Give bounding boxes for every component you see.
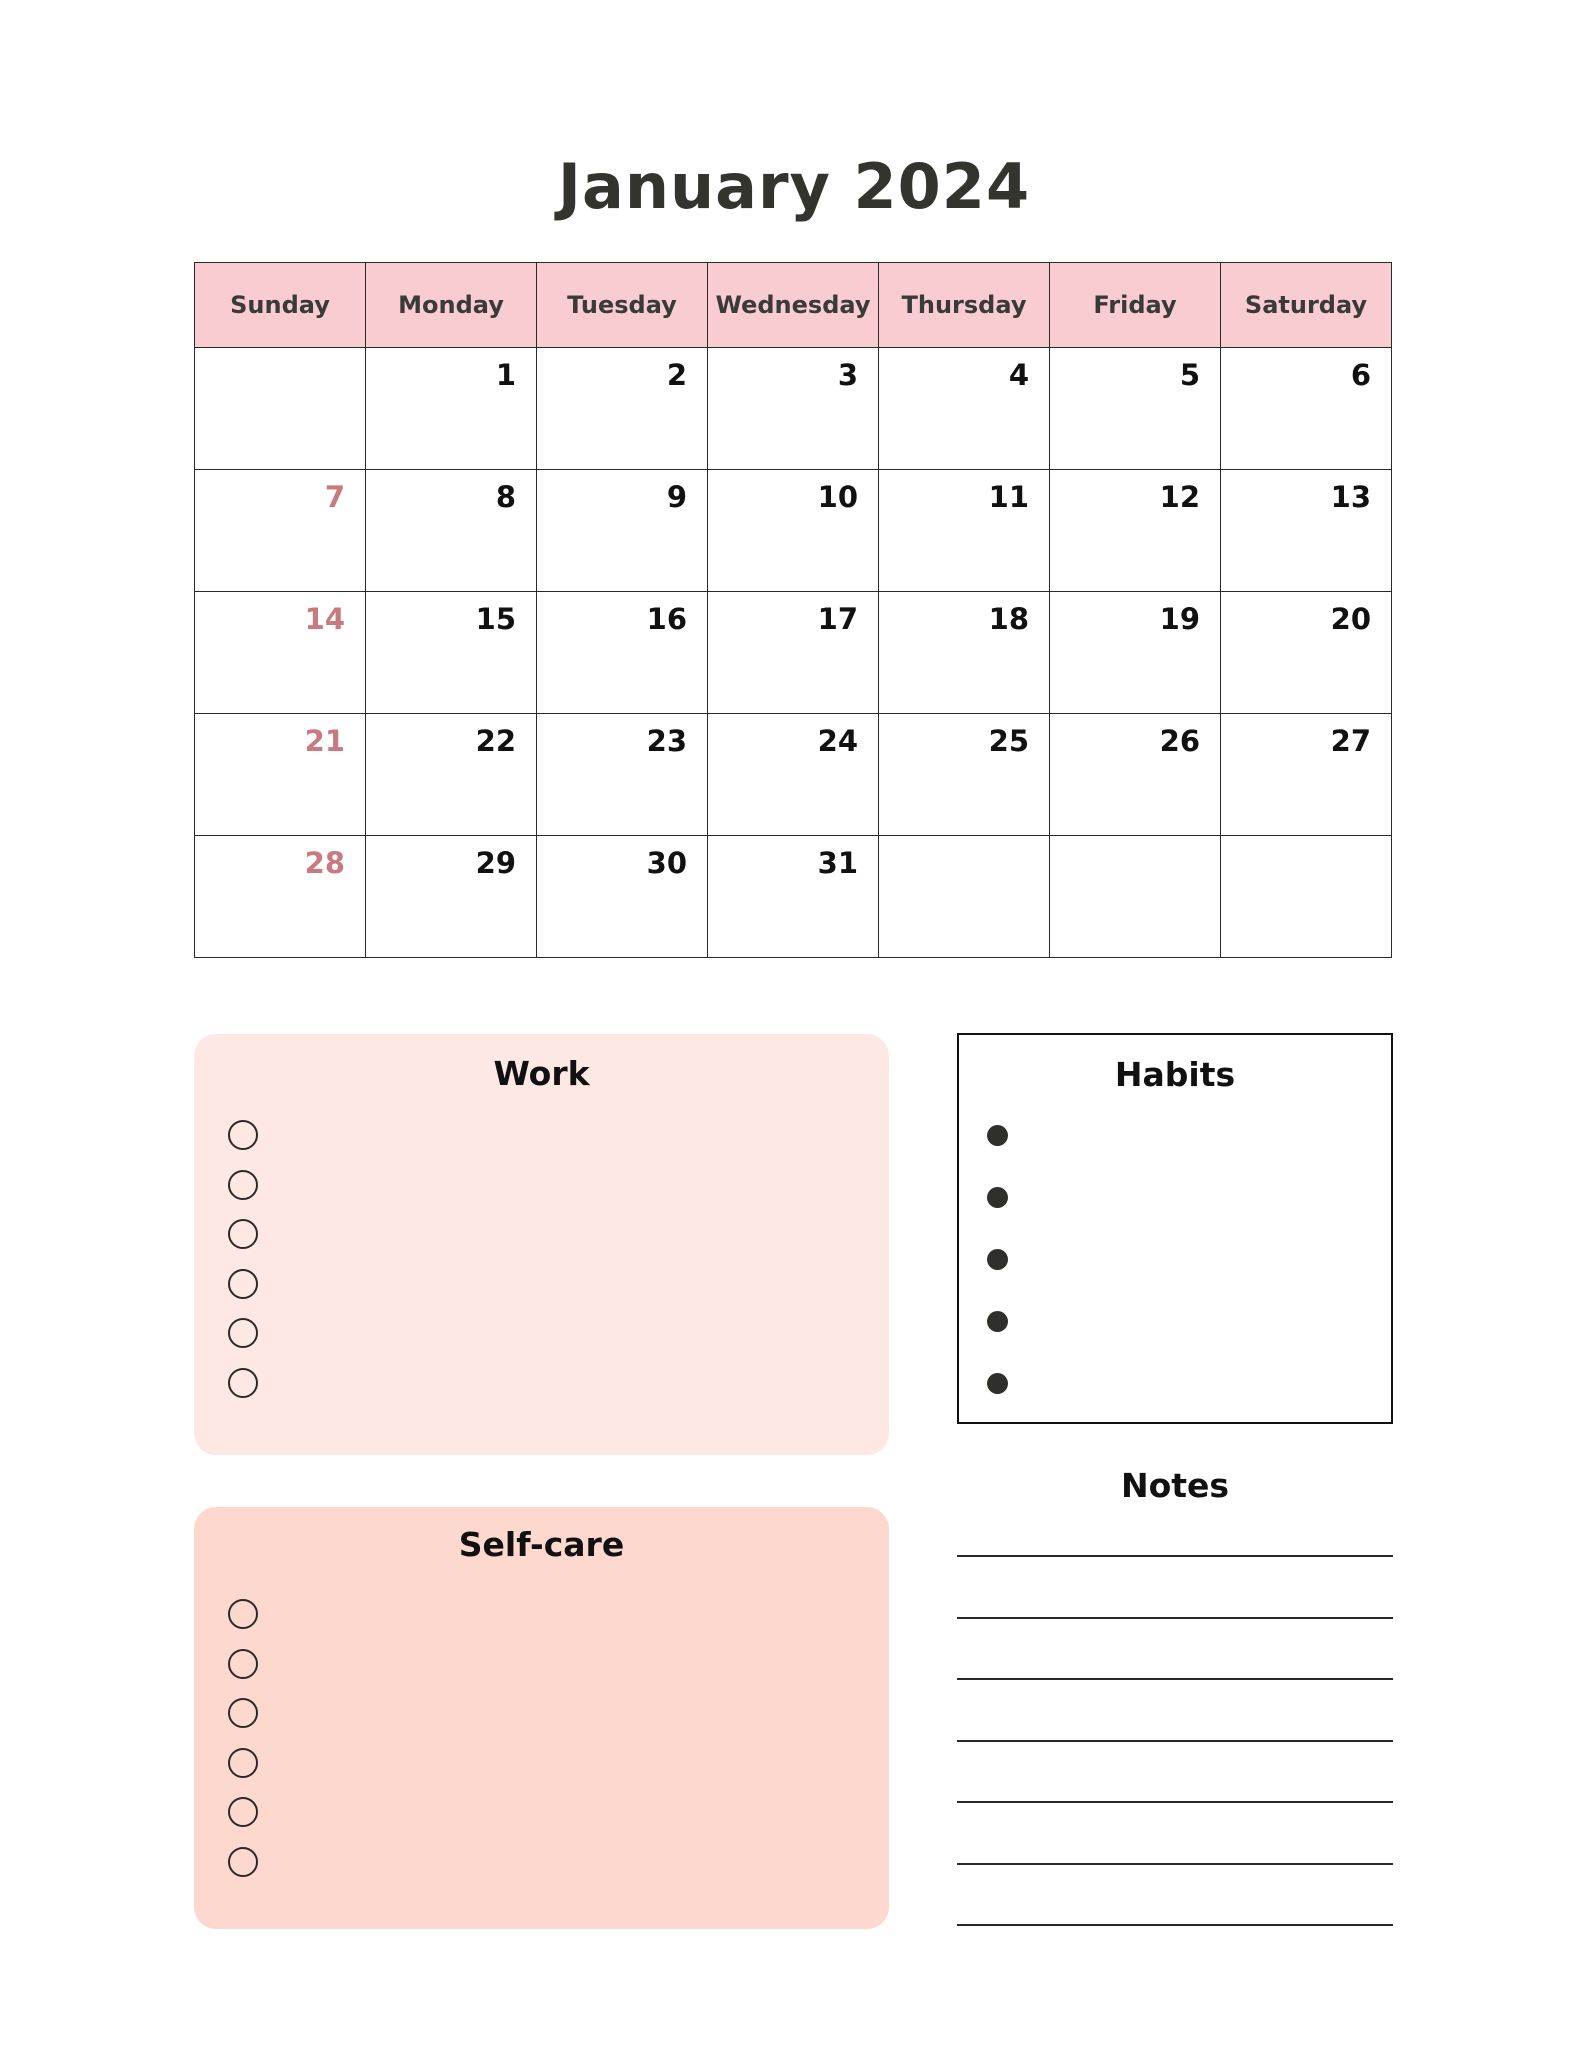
calendar-week-row bbox=[195, 470, 1392, 592]
work-checklist bbox=[228, 1120, 258, 1417]
notes-line[interactable] bbox=[957, 1555, 1393, 1557]
day-cell[interactable]: 2 bbox=[537, 348, 708, 470]
checkbox-circle-icon[interactable] bbox=[228, 1698, 258, 1728]
day-cell[interactable]: 13 bbox=[1221, 470, 1392, 592]
notes-line[interactable] bbox=[957, 1801, 1393, 1803]
day-cell[interactable]: 11 bbox=[879, 470, 1050, 592]
checkbox-circle-icon[interactable] bbox=[228, 1368, 258, 1398]
day-cell[interactable]: 3 bbox=[708, 348, 879, 470]
day-cell[interactable]: 30 bbox=[537, 836, 708, 958]
notes-title: Notes bbox=[1120, 1466, 1230, 1505]
day-cell[interactable]: 25 bbox=[879, 714, 1050, 836]
checkbox-circle-icon[interactable] bbox=[228, 1599, 258, 1629]
day-cell[interactable] bbox=[1050, 836, 1221, 958]
day-cell[interactable]: 6 bbox=[1221, 348, 1392, 470]
calendar-week-row bbox=[195, 348, 1392, 470]
day-cell[interactable]: 15 bbox=[366, 592, 537, 714]
checkbox-circle-icon[interactable] bbox=[228, 1748, 258, 1778]
weekday-saturday: Saturday bbox=[1221, 263, 1392, 348]
day-cell[interactable]: 21 bbox=[195, 714, 366, 836]
day-cell[interactable]: 24 bbox=[708, 714, 879, 836]
work-panel bbox=[194, 1034, 889, 1455]
bullet-dot-icon bbox=[987, 1125, 1008, 1146]
checkbox-circle-icon[interactable] bbox=[228, 1797, 258, 1827]
day-cell[interactable]: 10 bbox=[708, 470, 879, 592]
weekday-header-row bbox=[195, 263, 1392, 348]
bullet-dot-icon bbox=[987, 1249, 1008, 1270]
habits-title: Habits bbox=[1114, 1055, 1236, 1094]
notes-line[interactable] bbox=[957, 1863, 1393, 1865]
day-cell[interactable] bbox=[1221, 836, 1392, 958]
notes-line[interactable] bbox=[957, 1740, 1393, 1742]
notes-line[interactable] bbox=[957, 1617, 1393, 1619]
selfcare-panel bbox=[194, 1507, 889, 1929]
day-cell[interactable]: 7 bbox=[195, 470, 366, 592]
weekday-wednesday: Wednesday bbox=[708, 263, 879, 348]
weekday-friday: Friday bbox=[1050, 263, 1221, 348]
weekday-tuesday: Tuesday bbox=[537, 263, 708, 348]
day-cell[interactable]: 27 bbox=[1221, 714, 1392, 836]
bullet-dot-icon bbox=[987, 1187, 1008, 1208]
checkbox-circle-icon[interactable] bbox=[228, 1318, 258, 1348]
day-cell[interactable] bbox=[195, 348, 366, 470]
day-cell[interactable]: 23 bbox=[537, 714, 708, 836]
day-cell[interactable]: 22 bbox=[366, 714, 537, 836]
habits-panel bbox=[957, 1033, 1393, 1424]
calendar-week-row bbox=[195, 592, 1392, 714]
day-cell[interactable]: 1 bbox=[366, 348, 537, 470]
work-title: Work bbox=[493, 1054, 590, 1093]
day-cell[interactable]: 19 bbox=[1050, 592, 1221, 714]
checkbox-circle-icon[interactable] bbox=[228, 1120, 258, 1150]
selfcare-title: Self-care bbox=[458, 1525, 625, 1564]
calendar-grid bbox=[194, 262, 1392, 958]
day-cell[interactable]: 14 bbox=[195, 592, 366, 714]
checkbox-circle-icon[interactable] bbox=[228, 1219, 258, 1249]
weekday-sunday: Sunday bbox=[195, 263, 366, 348]
day-cell[interactable]: 29 bbox=[366, 836, 537, 958]
selfcare-checklist bbox=[228, 1599, 258, 1896]
day-cell[interactable]: 16 bbox=[537, 592, 708, 714]
calendar-week-row bbox=[195, 714, 1392, 836]
day-cell[interactable]: 28 bbox=[195, 836, 366, 958]
bullet-dot-icon bbox=[987, 1373, 1008, 1394]
day-cell[interactable]: 9 bbox=[537, 470, 708, 592]
notes-line[interactable] bbox=[957, 1924, 1393, 1926]
day-cell[interactable]: 5 bbox=[1050, 348, 1221, 470]
day-cell[interactable]: 4 bbox=[879, 348, 1050, 470]
day-cell[interactable]: 12 bbox=[1050, 470, 1221, 592]
checkbox-circle-icon[interactable] bbox=[228, 1269, 258, 1299]
habits-list bbox=[987, 1125, 1008, 1435]
weekday-monday: Monday bbox=[366, 263, 537, 348]
page-title: January 2024 bbox=[557, 150, 1031, 223]
weekday-thursday: Thursday bbox=[879, 263, 1050, 348]
checkbox-circle-icon[interactable] bbox=[228, 1170, 258, 1200]
checkbox-circle-icon[interactable] bbox=[228, 1847, 258, 1877]
bullet-dot-icon bbox=[987, 1311, 1008, 1332]
checkbox-circle-icon[interactable] bbox=[228, 1649, 258, 1679]
day-cell[interactable]: 8 bbox=[366, 470, 537, 592]
notes-line[interactable] bbox=[957, 1678, 1393, 1680]
day-cell[interactable]: 17 bbox=[708, 592, 879, 714]
day-cell[interactable] bbox=[879, 836, 1050, 958]
day-cell[interactable]: 31 bbox=[708, 836, 879, 958]
day-cell[interactable]: 18 bbox=[879, 592, 1050, 714]
calendar-week-row bbox=[195, 836, 1392, 958]
day-cell[interactable]: 20 bbox=[1221, 592, 1392, 714]
day-cell[interactable]: 26 bbox=[1050, 714, 1221, 836]
